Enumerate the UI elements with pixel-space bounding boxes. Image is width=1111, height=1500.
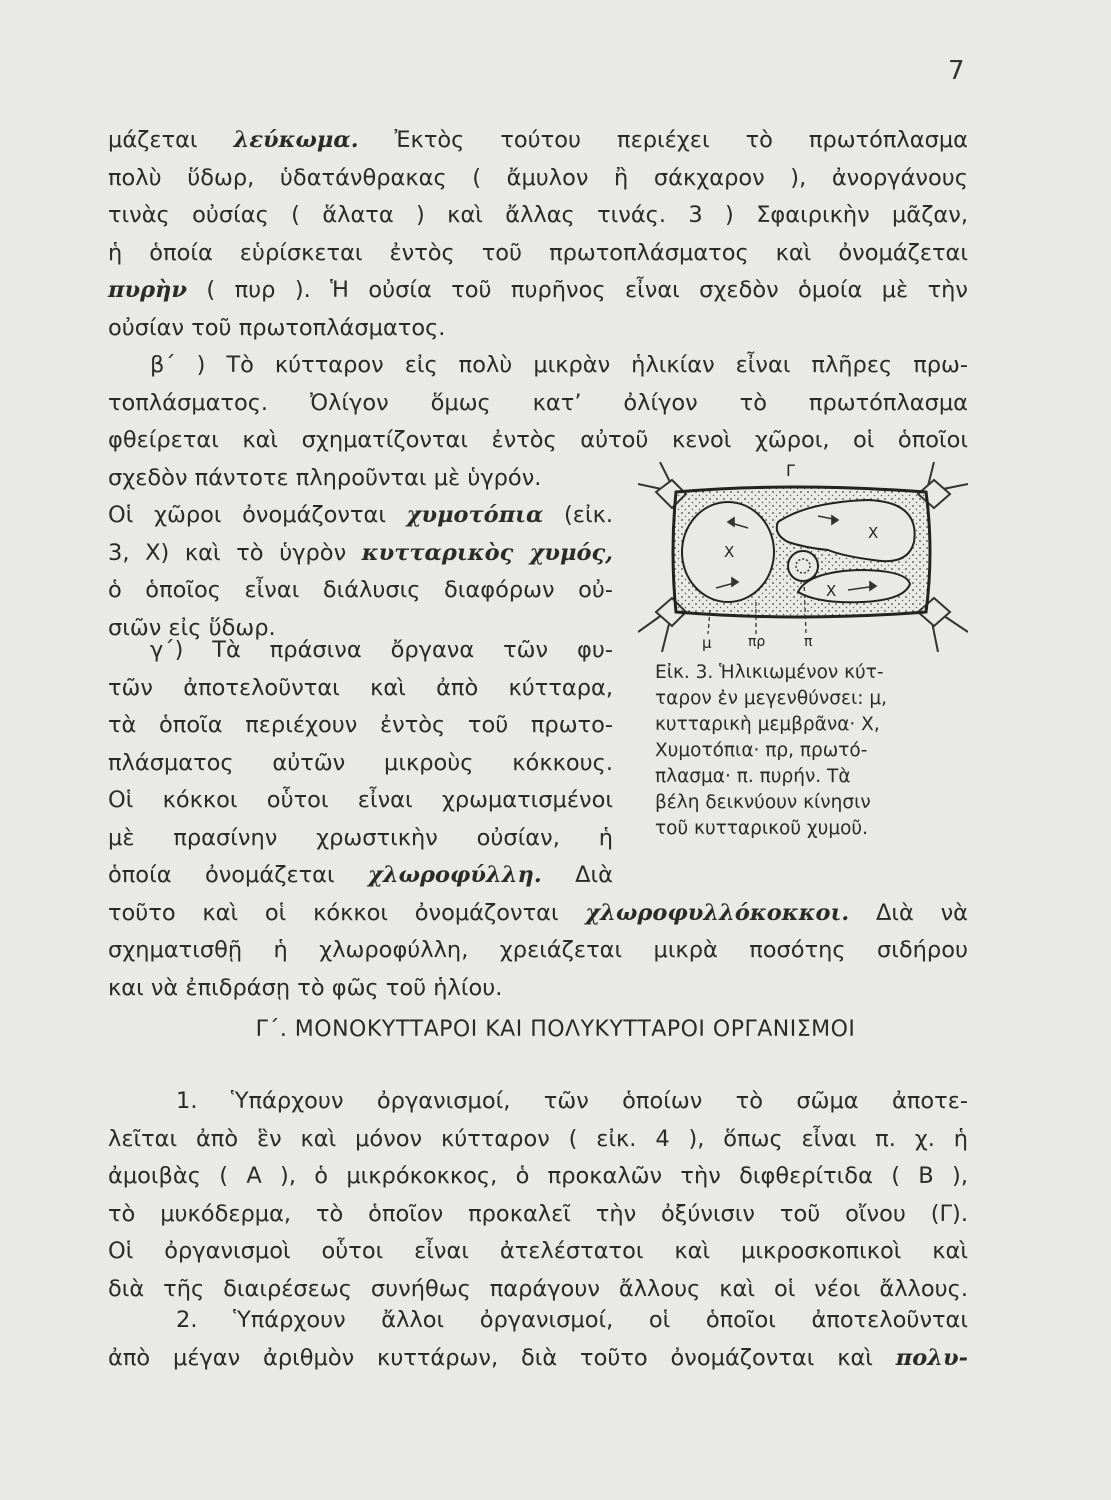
text-line: οὐσίαν τοῦ πρωτοπλάσματος. — [108, 314, 446, 341]
text-line: ἀπὸ μέγαν ἀριθμὸν κυττάρων, διὰ τοῦτο ὀνομάζονται καὶ πολυ- — [108, 1344, 968, 1371]
caption-line: κυτταρικὴ μεμβρᾶνα· Χ, — [655, 714, 880, 735]
text-line: τινὰς οὐσίας ( ἅλατα ) καὶ ἄλλας τινάς. 3 ) Σφαιρικὴν μᾶζαν, — [108, 202, 968, 228]
paragraph-multicellular — [108, 1302, 968, 1377]
text-line: γ΄) Τὰ πράσινα ὄργανα τῶν φυ- — [150, 637, 613, 663]
caption-line: ταρον ἐν μεγενθύνσει: μ, — [655, 688, 887, 709]
caption-line: Εἰκ. 3. Ἡλικιωμένον κύτ- — [655, 662, 884, 683]
nucleus — [788, 551, 818, 581]
figure-label-vacuole: Χ — [868, 524, 879, 542]
caption-line: βέλη δεικνύουν κίνησιν — [655, 792, 871, 813]
text-line: τὸ μυκόδερμα, τὸ ὁποῖον προκαλεῖ τὴν ὀξύνισιν τοῦ οἴνου (Γ). — [108, 1200, 968, 1227]
text-line: ὁποία ὀνομάζεται χλωροφύλλη. Διὰ — [108, 862, 613, 888]
text-line: ὁ ὁποῖος εἶναι διάλυσις διαφόρων οὐ- — [108, 577, 613, 603]
section-heading: Γ΄. ΜΟΝΟΚΥΤΤΑΡΟΙ ΚΑΙ ΠΟΛΥΚΥΤΤΑΡΟΙ ΟΡΓΑΝΙΣΜΟΙ — [255, 1017, 856, 1042]
text-line: τὰ ὁποῖα περιέχουν ἐντὸς τοῦ πρωτο- — [108, 712, 613, 738]
text-line: τοπλάσματος. Ὀλίγον ὅμως κατ’ ὀλίγον τὸ πρωτόπλασμα — [108, 389, 968, 416]
text-line: ἡ ὁποία εὑρίσκεται ἐντὸς τοῦ πρωτοπλάσματος καὶ ὀνομάζεται — [108, 239, 968, 266]
text-line: μὲ πρασίνην χρωστικὴν οὐσίαν, ἡ — [108, 824, 613, 851]
text-line: β΄ ) Τὸ κύτταρον εἰς πολὺ μικρὰν ἡλικίαν εἶναι πλῆρες πρω- — [150, 352, 968, 378]
caption-line: πλασμα· π. πυρήν. Τὰ — [655, 766, 851, 787]
text-line: Οἱ χῶροι ὀνομάζονται χυμοτόπια (εἰκ. — [108, 502, 613, 528]
figure-label-top: Γ — [786, 462, 795, 480]
paragraph-unicellular — [108, 1083, 968, 1308]
text-line: 2. Ὑπάρχουν ἄλλοι ὀργανισμοί, οἱ ὁποῖοι ἀποτελοῦνται — [176, 1307, 968, 1333]
text-line: τοῦτο καὶ οἱ κόκκοι ὀνομάζονται χλωροφυλλόκοκκοι. Διὰ νὰ — [108, 899, 968, 926]
caption-line: Χυμοτόπια· πρ, πρωτό- — [655, 740, 868, 761]
text-line: και νὰ ἐπιδράσῃ τὸ φῶς τοῦ ἡλίου. — [108, 974, 503, 1001]
text-line: πυρὴν ( πυρ ). Ἡ οὐσία τοῦ πυρῆνος εἶναι σχεδὸν ὁμοία μὲ τὴν — [108, 277, 968, 303]
text-line: λεῖται ἀπὸ ἓν καὶ μόνον κύτταρον ( εἰκ. 4 ), ὅπως εἶναι π. χ. ἡ — [108, 1125, 968, 1152]
text-line: διὰ τῆς διαιρέσεως συνήθως παράγουν ἄλλους καὶ οἱ νέοι ἄλλους. — [108, 1275, 968, 1302]
text-line: Οἱ ὀργανισμοὶ οὗτοι εἶναι ἀτελέστατοι καὶ μικροσκοπικοὶ καὶ — [108, 1238, 968, 1264]
figure-label-membrane: μ — [702, 634, 712, 652]
figure-caption — [655, 660, 967, 842]
text-line: σχεδὸν πάντοτε πληροῦνται μὲ ὑγρόν. — [108, 464, 542, 491]
paragraph-composition — [108, 122, 968, 347]
text-line: 3, Χ) καὶ τὸ ὑγρὸν κυτταρικὸς χυμός, — [108, 539, 614, 566]
text-line: τῶν ἀποτελοῦνται καὶ ἀπὸ κύτταρα, — [108, 674, 613, 701]
text-line: μάζεται λεύκωμα. Ἐκτὸς τούτου περιέχει τὸ πρωτόπλασμα — [108, 127, 968, 153]
cell-figure — [638, 462, 968, 652]
text-line: φθείρεται καὶ σχηματίζονται ἐντὸς αὐτοῦ κενοὶ χῶροι, οἱ ὁποῖοι — [108, 427, 968, 453]
figure-label-vacuole: Χ — [724, 543, 735, 561]
text-line: σιῶν εἰς ὕδωρ. — [108, 614, 276, 641]
text-line: Οἱ κόκκοι οὗτοι εἶναι χρωματισμένοι — [108, 787, 613, 813]
text-line: σχηματισθῇ ἡ χλωροφύλλη, χρειάζεται μικρὰ ποσότης σιδήρου — [108, 937, 968, 963]
figure-label-vacuole: Χ — [826, 582, 837, 600]
text-line: πλάσματος αὐτῶν μικροὺς κόκκους. — [108, 749, 613, 776]
figure-label-protoplasm: πρ — [748, 634, 766, 650]
figure-label-nucleus: π — [804, 634, 813, 650]
text-line: ἀμοιβὰς ( Α ), ὁ μικρόκοκκος, ὁ προκαλῶν τὴν διφθερίτιδα ( Β ), — [108, 1163, 968, 1189]
text-line: 1. Ὑπάρχουν ὀργανισμοί, τῶν ὁποίων τὸ σῶμα ἀποτε- — [176, 1088, 968, 1114]
caption-line: τοῦ κυτταρικοῦ χυμοῦ. — [655, 818, 868, 839]
text-line: πολὺ ὕδωρ, ὑδατάνθρακας ( ἄμυλον ἢ σάκχαρον ), ἀνοργάνους — [108, 164, 968, 191]
page-number: 7 — [948, 56, 965, 86]
